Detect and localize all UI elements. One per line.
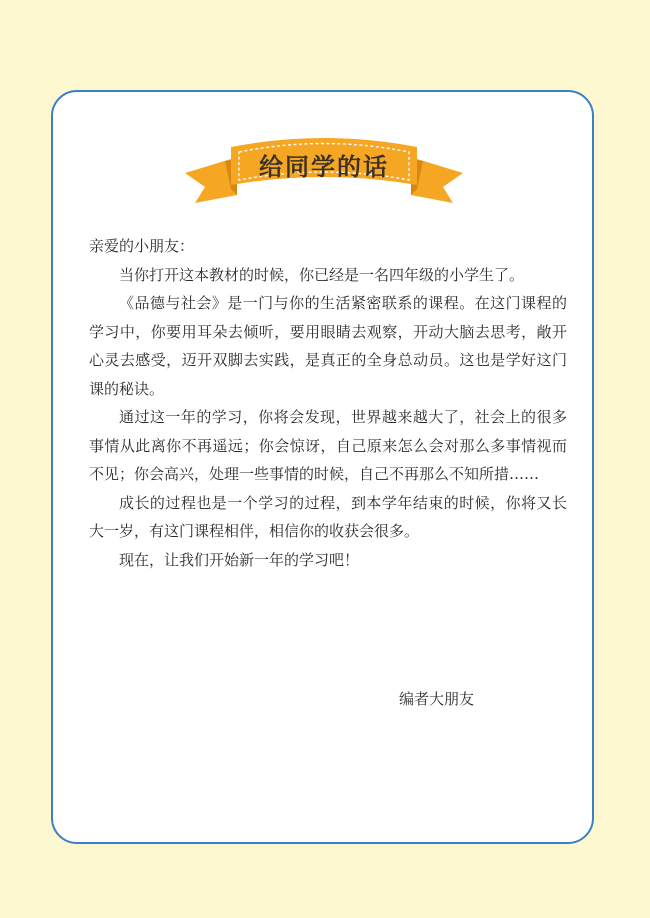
paragraph-2: 《品德与社会》是一门与你的生活紧密联系的课程。在这门课程的学习中，你要用耳朵去倾听，要用眼睛去观察，开动大脑去思考，敞开心灵去感受，迈开双脚去实践，是真正的全身总动员。这也是学好这门课的秘诀。 (89, 294, 567, 398)
title-banner (185, 125, 463, 205)
signature: 编者大朋友 (399, 690, 475, 708)
paragraph-4: 成长的过程也是一个学习的过程，到本学年结束的时候，你将又长大一岁，有这门课程相伴，相信你的收获会很多。 (89, 493, 567, 540)
paragraph-3: 通过这一年的学习，你将会发现，世界越来越大了，社会上的很多事情从此离你不再遥远；你会惊讶，自己原来怎么会对那么多事情视而不见；你会高兴，处理一些事情的时候，自己不再那么不知所措…… (89, 408, 567, 483)
paragraph-5: 现在，让我们开始新一年的学习吧！ (119, 550, 360, 569)
letter-card (51, 90, 594, 844)
letter-title: 给同学的话 (259, 152, 389, 181)
letter-body (89, 232, 567, 574)
salutation: 亲爱的小朋友： (89, 237, 195, 255)
paragraph-1: 当你打开这本教材的时候，你已经是一名四年级的小学生了。 (119, 265, 525, 284)
